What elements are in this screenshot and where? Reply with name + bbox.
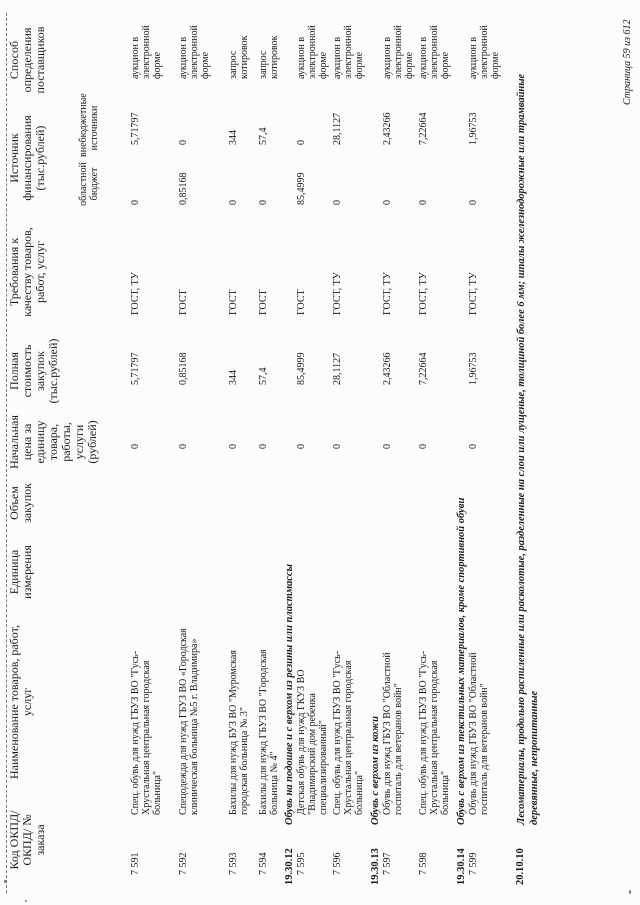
source-extra: 0	[178, 140, 189, 145]
source-extra: 5,71797	[130, 112, 141, 145]
procurement-method: аукцион в электронной форме	[382, 25, 415, 79]
item-name: Обувь для нужд ГБУЗ ВО "Областной госпиталь для ветеранов войн"	[468, 652, 490, 815]
quality-requirements: ГОСТ	[258, 289, 269, 315]
header-top-rule	[6, 13, 7, 893]
unit-price: 0	[130, 444, 141, 449]
unit-price: 0	[296, 444, 307, 449]
procurement-method: аукцион в электронной форме	[178, 25, 211, 79]
source-extra: 2,43266	[382, 112, 393, 145]
total-cost: 1,96753	[468, 352, 479, 385]
source-regional: 0	[468, 200, 479, 205]
total-cost: 85,4999	[296, 352, 307, 385]
quality-requirements: ГОСТ, ТУ	[418, 272, 429, 315]
category-code: 20.10.10	[515, 848, 526, 885]
header-source: Источник финансирования (тыс.рублей)	[7, 115, 47, 201]
item-name: Спец. обувь для нужд ГБУЗ ВО "Гусь-Хрустальная центральная городская больница"	[418, 650, 451, 815]
header-method: Способ определения поставщиков	[7, 26, 47, 94]
procurement-method: запрос котировок	[258, 35, 280, 79]
source-extra: 7,22664	[418, 112, 429, 145]
source-regional: 85,4999	[296, 172, 307, 205]
procurement-method: аукцион в электронной форме	[418, 25, 451, 79]
total-cost: 57,4	[258, 367, 269, 385]
header-code: Код ОКПД/ ОКПД/ № заказа	[7, 810, 47, 870]
header-volume: Объем закупок	[7, 483, 34, 523]
source-extra: 57,4	[258, 127, 269, 145]
order-number: 7 595	[296, 852, 307, 875]
quality-requirements: ГОСТ, ТУ	[382, 272, 393, 315]
category-code: 19.30.12	[284, 848, 295, 885]
order-number: 7 598	[418, 852, 429, 875]
quality-requirements: ГОСТ, ТУ	[332, 272, 343, 315]
order-number: 7 591	[130, 852, 141, 875]
category-code: 19.30.14	[456, 848, 467, 885]
category-name: Лесоматериалы, продольно распиленные или расколотые, разделенные на слои или лущеные, толщиной более 6 мм; шпалы железнодорожные или трамвайные деревянные, непропитанные	[516, 73, 540, 825]
source-extra: 1,96753	[468, 112, 479, 145]
item-name: Спец. обувь для нужд ГБУЗ ВО "Гусь-Хрустальная центральная городская больница"	[332, 650, 365, 815]
header-source-extra: внебюджетные источники	[78, 93, 100, 157]
total-cost: 2,43266	[382, 352, 393, 385]
source-extra: 0	[296, 140, 307, 145]
quality-requirements: ГОСТ, ТУ	[468, 272, 479, 315]
item-name: Спец. обувь для нужд ГБУЗ ВО "Гусь-Хрустальная центральная городская больница"	[130, 650, 163, 815]
total-cost: 28,1127	[332, 352, 343, 385]
source-regional: 0	[228, 200, 239, 205]
procurement-method: аукцион в электронной форме	[468, 25, 501, 79]
item-name: Детская обувь для нужд ГКУЗ ВО "Владимирский дом ребенка специализированный"	[296, 669, 329, 815]
order-number: 7 594	[258, 852, 269, 875]
source-regional: 0	[382, 200, 393, 205]
item-name: Обувь для нужд ГБУЗ ВО "Областной госпиталь для ветеранов войн"	[382, 652, 404, 815]
quality-requirements: ГОСТ	[178, 289, 189, 315]
unit-price: 0	[258, 444, 269, 449]
quality-requirements: ГОСТ	[228, 289, 239, 315]
item-name: Бахилы для нужд ГБУЗ ВО "Городская больница № 4"	[258, 649, 280, 815]
header-total: Полная стоимость закупок (тыс.рублей)	[7, 338, 60, 404]
source-regional: 0	[130, 200, 141, 205]
procurement-method: аукцион в электронной форме	[296, 25, 329, 79]
order-number: 7 599	[468, 852, 479, 875]
page-number: Страница 59 из 612	[622, 19, 633, 105]
order-number: 7 593	[228, 852, 239, 875]
procurement-method: аукцион в электронной форме	[130, 25, 163, 79]
header-unit: Единица измерения	[7, 545, 34, 599]
procurement-method: аукцион в электронной форме	[332, 25, 365, 79]
total-cost: 344	[228, 370, 239, 385]
unit-price: 0	[332, 444, 343, 449]
header-source-regional: областной бюджет	[78, 162, 100, 206]
item-name: Бахилы для нужд БУЗ ВО "Муромская городская больница № 3"	[228, 650, 250, 815]
header-name: Наименование товаров, работ, услуг	[7, 625, 34, 779]
total-cost: 7,22664	[418, 352, 429, 385]
source-extra: 28,1127	[332, 112, 343, 145]
scan-speck	[629, 890, 631, 894]
unit-price: 0	[228, 444, 239, 449]
source-regional: 0	[258, 200, 269, 205]
item-name: Спецодежда для нужд ГБУЗ ВО «Городская клиническая больница №5 г. Владимира»	[178, 628, 200, 815]
category-name: Обувь на подошве и с верхом из резины или пластмассы	[284, 564, 295, 825]
source-regional: 0	[418, 200, 429, 205]
total-cost: 0,85168	[178, 352, 189, 385]
scan-speck	[25, 900, 27, 902]
source-extra: 344	[228, 130, 239, 145]
total-cost: 5,71797	[130, 352, 141, 385]
category-name: Обувь с верхом из текстильных материалов, кроме спортивной обуви	[456, 497, 467, 825]
source-regional: 0	[332, 200, 343, 205]
unit-price: 0	[418, 444, 429, 449]
order-number: 7 597	[382, 852, 393, 875]
source-regional: 0,85168	[178, 172, 189, 205]
scan-speck	[4, 880, 7, 883]
header-requirements: Требования к качеству товаров, работ, услуг	[7, 227, 47, 317]
unit-price: 0	[468, 444, 479, 449]
unit-price: 0	[178, 444, 189, 449]
category-code: 19.30.13	[370, 848, 381, 885]
quality-requirements: ГОСТ, ТУ	[130, 272, 141, 315]
unit-price: 0	[382, 444, 393, 449]
category-name: Обувь с верхом из кожи	[370, 716, 381, 825]
order-number: 7 596	[332, 852, 343, 875]
procurement-method: запрос котировок	[228, 35, 250, 79]
header-price: Начальная цена за единицу товара, работы, услуги (рублей)	[7, 415, 99, 469]
order-number: 7 592	[178, 852, 189, 875]
quality-requirements: ГОСТ	[296, 289, 307, 315]
